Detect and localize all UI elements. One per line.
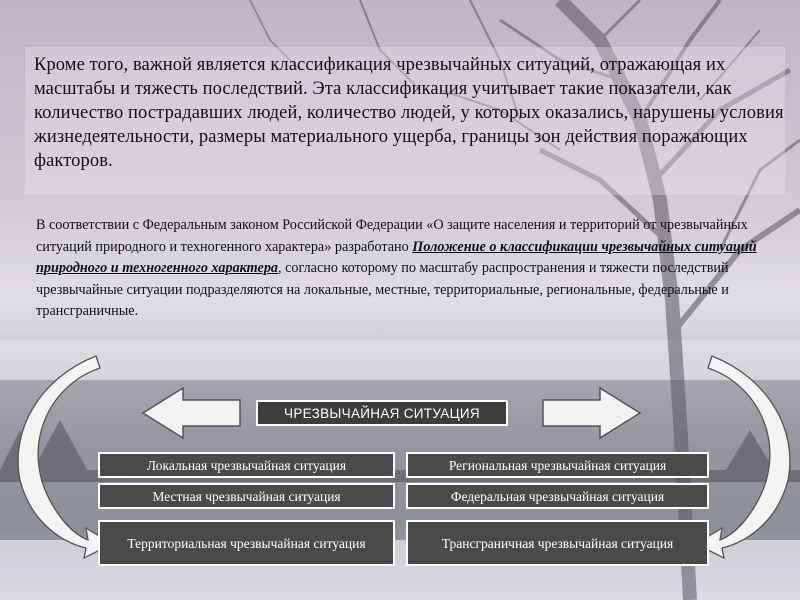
- federal-emergency-box: Федеральная чрезвычайная ситуация: [406, 483, 709, 509]
- law-text-after: , согласно которому по масштабу распространения и тяжести последствий чрезвычайные ситуации подразделяются на локальные, местные, территориальные, региональные, федеральные и трансграничные.: [36, 260, 729, 319]
- law-paragraph: [36, 215, 788, 323]
- law-text-before: В соответствии с Федеральным законом Российской Федерации «О защите населения и территорий от чрезвычайных ситуаций природного и техногенного характера» разработано: [36, 217, 748, 255]
- intro-paragraph: Кроме того, важной является классификация чрезвычайных ситуаций, отражающая их масштабы и тяжесть последствий. Эта классификация учитывает такие показатели, как количество пострадавших людей, количество людей, у которых оказались, нарушены условия жизнедеятельности, размеры материального ущерба, границы зон действия поражающих факторов.: [34, 55, 784, 171]
- municipal-emergency-box: Местная чрезвычайная ситуация: [98, 483, 395, 509]
- transboundary-emergency-box: Трансграничная чрезвычайная ситуация: [406, 520, 709, 566]
- local-emergency-box: Локальная чрезвычайная ситуация: [98, 452, 395, 478]
- territorial-emergency-box: Территориальная чрезвычайная ситуация: [98, 520, 395, 566]
- law-title: Положение о классификации чрезвычайных ситуаций природного и техногенного характера: [36, 238, 757, 276]
- emergency-title-box: ЧРЕЗВЫЧАЙНАЯ СИТУАЦИЯ: [256, 400, 508, 426]
- regional-emergency-box: Региональная чрезвычайная ситуация: [406, 452, 709, 478]
